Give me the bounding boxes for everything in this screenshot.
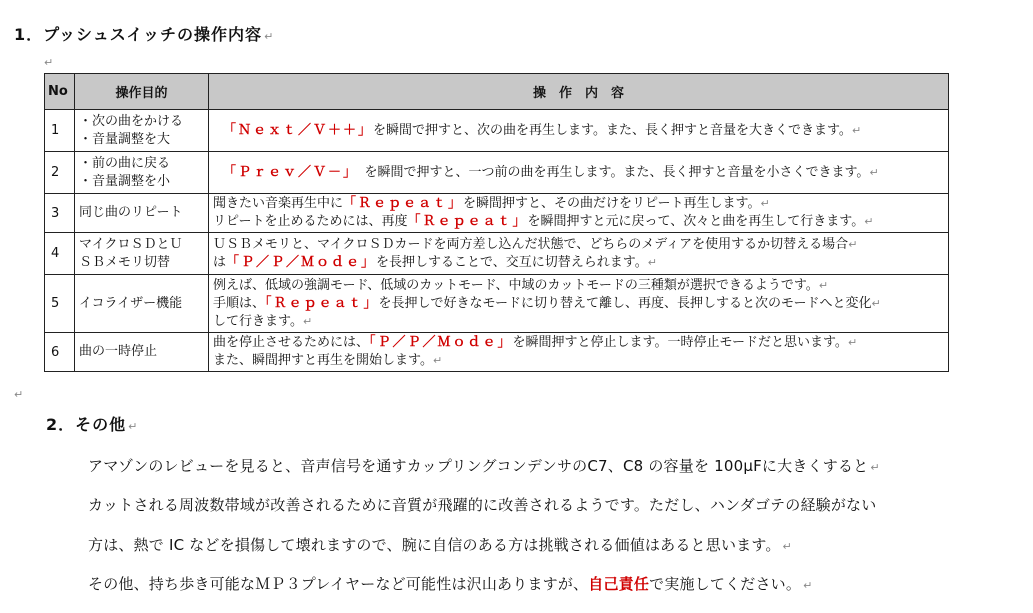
body-line-2: カットされる周波数帯域が改善されるために音質が飛躍的に改善されるようです。ただし、ハンダゴテの経験がない [88,496,877,514]
description-line: は「Ｐ／Ｐ／Ｍｏｄｅ」を長押しすることで、交互に切替えられます。↵ [213,254,657,270]
row-no: 5 [45,275,75,333]
header-no: No [45,74,75,110]
row-purpose [75,194,209,233]
table-row [45,275,949,333]
table-row [45,233,949,275]
desc-text: を長押しすることで、交互に切替えられます。 [376,254,648,270]
description-line: して行きます。↵ [213,313,313,329]
table-row [45,333,949,372]
purpose-line: マイクロＳＤとＵ [79,236,183,252]
purpose-line: 曲の一時停止 [79,344,158,359]
body-line-1: アマゾンのレビューを見ると、音声信号を通すカップリングコンデンサのC7、C8 の容量を 100μFに大きくすると ↵ [88,457,880,475]
desc-text: ＵＳＢメモリと、マイクロＳＤカードを両方差し込んだ状態で、どちらのメディアを使用するか切替える場合 [213,236,849,252]
table-row [45,152,949,194]
row-purpose [75,152,209,194]
self-responsibility: 自己責任 [588,575,650,593]
row-description [209,233,949,275]
desc-text: 例えば、低域の強調モード、低域のカットモード、中域のカットモードの三種類が選択できるようです。 [213,277,819,293]
description-line: 手順は、「Ｒｅｐｅａｔ」を長押しで好きなモードに切り替えて離し、再度、長押しすると次のモードへと変化↵ [213,295,881,311]
description-line: 曲を停止させるためには、「Ｐ／Ｐ／Ｍｏｄｅ」を瞬間押すと停止します。一時停止モードだと思います。↵ [213,335,858,350]
row-purpose [75,333,209,372]
desc-text: を瞬間で押すと、一つ前の曲を再生します。また、長く押すと音量を小さくできます。 [351,164,870,180]
button-name: 「Ｐｒｅｖ／Ｖ－」 [223,164,352,180]
description-line: 例えば、低域の強調モード、低域のカットモード、中域のカットモードの三種類が選択できるようです。↵ [213,277,829,293]
description-line: 「Ｐｒｅｖ／Ｖ－」 を瞬間で押すと、一つ前の曲を再生します。また、長く押すと音量を小さくできます。↵ [223,164,879,180]
purpose-line: ・次の曲をかける [79,113,184,129]
desc-text: 聞きたい音楽再生中に [213,196,344,211]
description-line: リピートを止めるためには、再度「Ｒｅｐｅａｔ」を瞬間押すと元に戻って、次々と曲を再生して行きます。↵ [213,214,874,229]
button-name: 「Ｒｅｐｅａｔ」 [343,196,464,211]
desc-text: リピートを止めるためには、再度 [213,214,408,229]
description-line: また、瞬間押すと再生を開始します。↵ [213,353,443,368]
header-desc: 操 作 内 容 [209,74,949,110]
paragraph-mark: ↵ [14,388,24,401]
purpose-line: ・前の曲に戻る [79,155,171,171]
desc-text: は [213,254,227,270]
purpose-line: ＳＢメモリ切替 [79,254,171,270]
table-row [45,110,949,152]
desc-text: 曲を停止させるためには、 [213,335,370,350]
desc-text: を瞬間押すと停止します。一時停止モードだと思います。 [512,335,848,350]
desc-text: を瞬間で押すと、次の曲を再生します。また、長く押すと音量を大きくできます。 [373,122,852,138]
row-no: 6 [45,333,75,372]
row-no: 4 [45,233,75,275]
description-line: ＵＳＢメモリと、マイクロＳＤカードを両方差し込んだ状態で、どちらのメディアを使用するか切替える場合↵ [213,236,858,252]
row-description [209,333,949,372]
purpose-line: 同じ曲のリピート [79,205,183,220]
row-no: 1 [45,110,75,152]
purpose-line: ・音量調整を大 [79,131,171,147]
row-description [209,275,949,333]
table-header-row [45,74,949,110]
button-name: 「Ｐ／Ｐ／Ｍｏｄｅ」 [226,254,377,270]
button-name: 「Ｎｅｘｔ／Ｖ＋＋」 [223,122,374,138]
row-purpose [75,275,209,333]
button-name: 「Ｒｅｐｅａｔ」 [265,295,379,311]
row-purpose [75,110,209,152]
description-line: 聞きたい音楽再生中に「Ｒｅｐｅａｔ」を瞬間押すと、その曲だけをリピート再生します。↵ [213,196,770,211]
button-name: 「Ｐ／Ｐ／Ｍｏｄｅ」 [369,335,513,350]
row-description [209,194,949,233]
row-purpose [75,233,209,275]
operation-table [44,73,949,372]
row-no: 2 [45,152,75,194]
body-line-3: 方は、熱で IC などを損傷して壊れますので、腕に自信のある方は挑戦される価値はあると思います。 ↵ [88,536,792,554]
section1-title: 1．プッシュスイッチの操作内容 ↵ [14,25,275,44]
table-row [45,194,949,233]
header-purpose: 操作目的 [75,74,209,110]
row-description [209,152,949,194]
purpose-line: イコライザー機能 [79,295,183,311]
row-no: 3 [45,194,75,233]
row-description [209,110,949,152]
desc-text: を長押しで好きなモードに切り替えて離し、再度、長押しすると次のモードへと変化 [378,295,872,311]
desc-text: を瞬間押すと、その曲だけをリピート再生します。 [463,196,761,211]
section2-title: 2．その他 ↵ [46,415,139,434]
description-line: 「Ｎｅｘｔ／Ｖ＋＋」を瞬間で押すと、次の曲を再生します。また、長く押すと音量を大きくできます。↵ [223,122,862,138]
desc-text: を瞬間押すと元に戻って、次々と曲を再生して行きます。 [527,214,865,229]
desc-text: また、瞬間押すと再生を開始します。 [213,353,433,368]
purpose-line: ・音量調整を小 [79,173,171,189]
body-line-4: その他、持ち歩き可能なＭＰ３プレイヤーなど可能性は沢山ありますが、自己責任で実施してください。 ↵ [88,575,813,593]
desc-text: して行きます。 [213,313,303,329]
desc-text: 手順は、 [213,295,266,311]
paragraph-mark: ↵ [44,56,54,69]
button-name: 「Ｒｅｐｅａｔ」 [407,214,528,229]
